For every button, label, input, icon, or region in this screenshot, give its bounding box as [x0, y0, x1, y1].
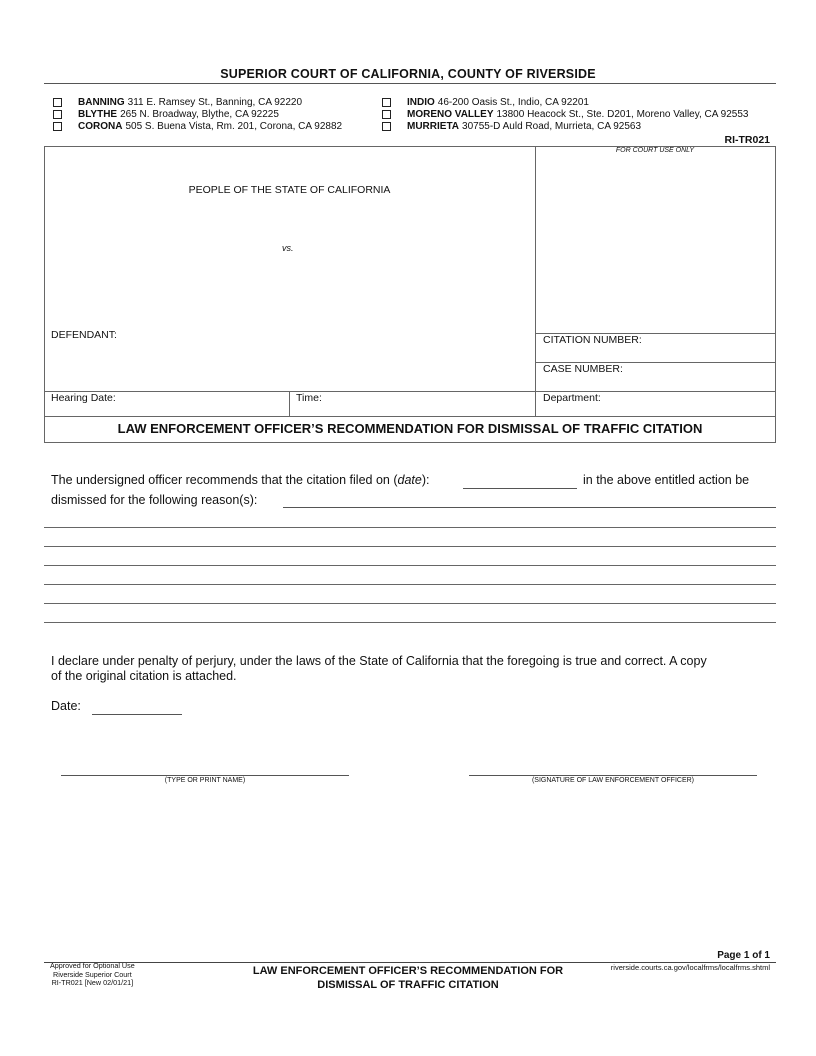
- reason-line[interactable]: [44, 527, 776, 528]
- location-name: CORONA: [78, 121, 123, 132]
- citation-number-label[interactable]: CITATION NUMBER:: [543, 334, 642, 346]
- checkbox-indio[interactable]: [382, 98, 391, 107]
- location-banning[interactable]: [53, 97, 302, 108]
- form-title: LAW ENFORCEMENT OFFICER’S RECOMMENDATION FOR DISMISSAL OF TRAFFIC CITATION: [117, 421, 703, 436]
- location-address: 311 E. Ramsey St., Banning, CA 92220: [127, 97, 303, 108]
- title-row-top: [44, 416, 776, 417]
- court-use-label: FOR COURT USE ONLY: [615, 147, 695, 154]
- reason-line[interactable]: [44, 565, 776, 566]
- date-label: Date:: [51, 699, 81, 713]
- reason-line[interactable]: [44, 584, 776, 585]
- checkbox-corona[interactable]: [53, 122, 62, 131]
- footer-url[interactable]: riverside.courts.ca.gov/localfrms/localfrms.shtml: [610, 963, 770, 972]
- location-name: INDIO: [407, 97, 435, 108]
- hearing-row-top: [44, 391, 776, 392]
- time-label[interactable]: Time:: [296, 392, 322, 404]
- location-indio[interactable]: [382, 97, 589, 108]
- approval-note: Approved for Optional Use Riverside Superior Court RI-TR021 [New 02/01/21]: [50, 961, 135, 987]
- recommend-text-line1: The undersigned officer recommends that the citation filed on (date):: [51, 473, 430, 487]
- location-moreno-valley[interactable]: [382, 109, 749, 120]
- location-address: 265 N. Broadway, Blythe, CA 92225: [120, 109, 279, 120]
- checkbox-banning[interactable]: [53, 98, 62, 107]
- caption-right-border: [775, 146, 776, 442]
- location-name: BANNING: [78, 97, 125, 108]
- title-rule: [44, 83, 776, 84]
- defendant-label[interactable]: DEFENDANT:: [51, 329, 117, 341]
- hearing-time-divider: [289, 391, 290, 416]
- case-number-label[interactable]: CASE NUMBER:: [543, 363, 623, 375]
- date-word: date: [397, 473, 422, 487]
- plaintiff-name: PEOPLE OF THE STATE OF CALIFORNIA: [188, 184, 391, 196]
- checkbox-blythe[interactable]: [53, 110, 62, 119]
- declaration-line1: I declare under penalty of perjury, under the laws of the State of California that the foregoing is true and correct. A copy: [51, 654, 707, 668]
- declaration-date-field[interactable]: [92, 714, 182, 715]
- print-name-caption: (TYPE OR PRINT NAME): [164, 777, 246, 784]
- recommend-text-line2: dismissed for the following reason(s):: [51, 493, 258, 507]
- footer-title: LAW ENFORCEMENT OFFICER’S RECOMMENDATION FOR DISMISSAL OF TRAFFIC CITATION: [252, 965, 564, 991]
- officer-signature-field[interactable]: [469, 775, 757, 776]
- checkbox-murrieta[interactable]: [382, 122, 391, 131]
- caption-bottom-border: [44, 442, 776, 443]
- form-number: RI-TR021: [724, 134, 770, 146]
- caption-divider: [535, 146, 536, 416]
- hearing-date-label[interactable]: Hearing Date:: [51, 392, 116, 404]
- page-number: Page 1 of 1: [717, 950, 770, 961]
- department-label[interactable]: Department:: [543, 392, 601, 404]
- reason-field-1[interactable]: [283, 507, 776, 508]
- recommend-text-line1-end: in the above entitled action be: [583, 473, 750, 487]
- location-corona[interactable]: [53, 121, 342, 132]
- court-title: SUPERIOR COURT OF CALIFORNIA, COUNTY OF RIVERSIDE: [220, 67, 596, 81]
- location-address: 46-200 Oasis St., Indio, CA 92201: [437, 97, 589, 108]
- citation-filed-date-field[interactable]: [463, 488, 577, 489]
- reason-line[interactable]: [44, 622, 776, 623]
- versus-label: vs.: [282, 243, 294, 253]
- declaration-line2: of the original citation is attached.: [51, 669, 237, 683]
- location-address: 13800 Heacock St., Ste. D201, Moreno Valley, CA 92553: [496, 109, 749, 120]
- print-name-field[interactable]: [61, 775, 349, 776]
- signature-caption: (SIGNATURE OF LAW ENFORCEMENT OFFICER): [531, 777, 695, 784]
- location-address: 505 S. Buena Vista, Rm. 201, Corona, CA 92882: [125, 121, 343, 132]
- reason-line[interactable]: [44, 546, 776, 547]
- checkbox-moreno-valley[interactable]: [382, 110, 391, 119]
- location-name: BLYTHE: [78, 109, 118, 120]
- location-blythe[interactable]: [53, 109, 279, 120]
- location-address: 30755-D Auld Road, Murrieta, CA 92563: [462, 121, 642, 132]
- location-murrieta[interactable]: [382, 121, 641, 132]
- location-name: MURRIETA: [407, 121, 460, 132]
- reason-line[interactable]: [44, 603, 776, 604]
- location-name: MORENO VALLEY: [407, 109, 494, 120]
